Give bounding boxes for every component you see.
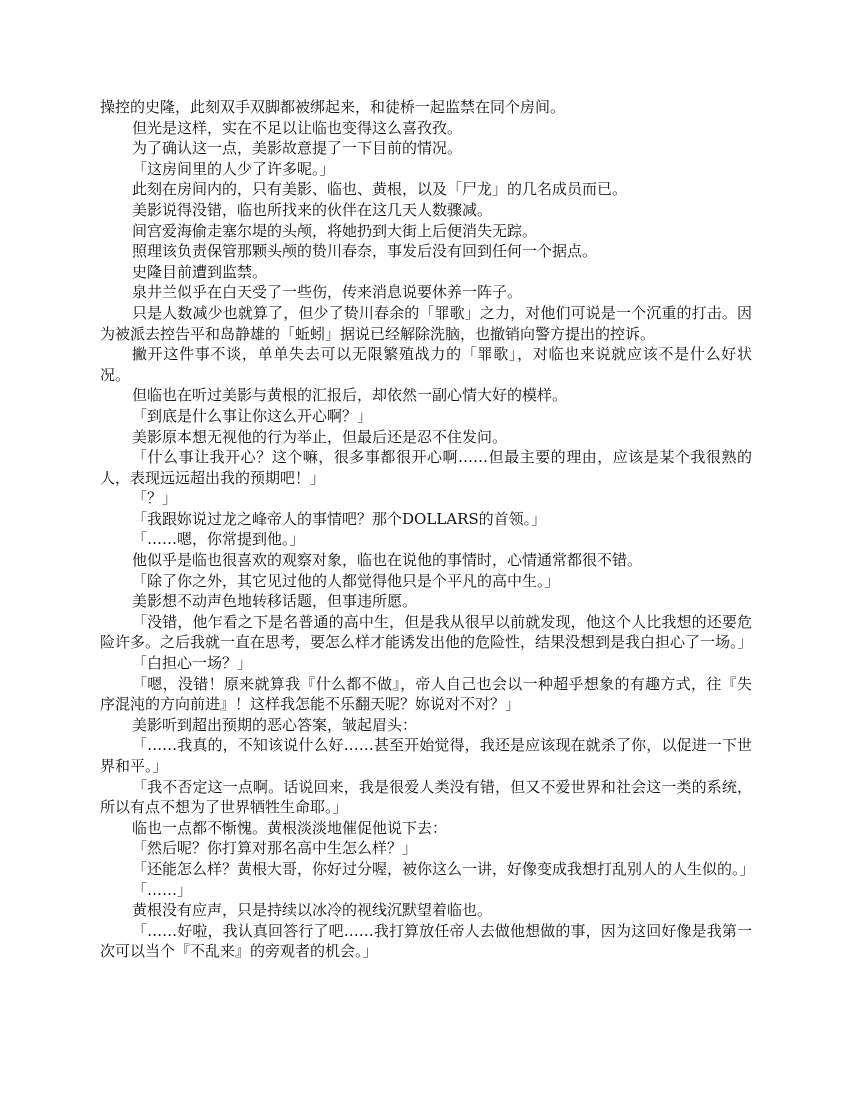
paragraph: 泉井兰似乎在白天受了一些伤，传来消息说要休养一阵子。 (132, 283, 523, 302)
paragraph: 「我跟妳说过龙之峰帝人的事情吧？那个DOLLARS的首领。」 (132, 509, 547, 528)
paragraph: 「除了你之外，其它见过他的人都觉得他只是个平凡的高中生。」 (132, 571, 560, 590)
paragraph: 「白担心一场？」 (132, 654, 253, 673)
paragraph: 「……好啦，我认真回答行了吧……我打算放任帝人去做他想做的事，因为这回好像是我第一次可以当个『不乱来』的旁观者的机会。」 (100, 921, 752, 961)
paragraph: 操控的史隆，此刻双手双脚都被绑起来，和徒桥一起监禁在同个房间。 (100, 98, 566, 116)
paragraph: 「……」 (132, 880, 193, 899)
paragraph: 「……嗯，你常提到他。」 (132, 530, 305, 549)
paragraph: 黄根没有应声，只是持续以冰冷的视线沉默望着临也。 (132, 901, 493, 920)
paragraph: 「没错，他乍看之下是名普通的高中生，但是我从很早以前就发现，他这个人比我想的还要危险许多。之后我就一直在思考，要怎么样才能诱发出他的危险性，结果没想到是我白担心了一场。」 (100, 612, 753, 652)
document-page (100, 97, 755, 962)
paragraph: 「嗯，没错！原来就算我『什么都不做』，帝人自己也会以一种超乎想象的有趣方式，往『失序混沌的方向前进』！这样我怎能不乐翻天呢？妳说对不对？」 (100, 674, 752, 714)
paragraph: 他似乎是临也很喜欢的观察对象，临也在说他的事情时，心情通常都很不错。 (132, 551, 643, 570)
paragraph: 照理该负责保管那颗头颅的贽川春奈，事发后没有回到任何一个据点。 (132, 242, 598, 261)
paragraph: 只是人数减少也就算了，但少了贽川春余的「罪歌」之力，对他们可说是一个沉重的打击。因为被派去控告平和岛静雄的「蚯蚓」据说已经解除洗脑，也撤销向警方提出的控诉。 (100, 303, 752, 343)
paragraph: 此刻在房间内的，只有美影、临也、黄根，以及「尸龙」的几名成员而已。 (132, 180, 628, 199)
paragraph: 「还能怎么样？黄根大哥，你好过分喔，被你这么一讲，好像变成我想打乱别人的人生似的。」 (132, 859, 755, 878)
paragraph: 「然后呢？你打算对那名高中生怎么样？」 (132, 839, 418, 858)
paragraph: 美影听到超出预期的恶心答案，皱起眉头： (132, 715, 418, 734)
paragraph: 但临也在听过美影与黄根的汇报后，却依然一副心情大好的模样。 (132, 386, 568, 405)
paragraph: 为了确认这一点，美影故意提了一下目前的情况。 (132, 139, 463, 158)
paragraph: 「这房间里的人少了许多呢。」 (132, 159, 335, 178)
paragraph: 美影说得没错，临也所找来的伙伴在这几天人数骤减。 (132, 200, 493, 219)
paragraph: 「？」 (132, 489, 178, 508)
paragraph: 史隆目前遭到监禁。 (132, 262, 268, 281)
paragraph: 撇开这件事不谈，单单失去可以无限繁殖战力的「罪歌」，对临也来说就应该不是什么好状况。 (100, 345, 752, 384)
paragraph: 「……我真的，不知该说什么好……甚至开始觉得，我还是应该现在就杀了你，以促进一下世界和平。」 (100, 736, 752, 775)
paragraph: 但光是这样，实在不足以让临也变得这么喜孜孜。 (132, 118, 463, 137)
paragraph: 间宫爱海偷走塞尔堤的头颅，将她扔到大街上后便消失无踪。 (132, 221, 538, 240)
paragraph: 「我不否定这一点啊。话说回来，我是很爱人类没有错，但又不爱世界和社会这一类的系统，所以有点不想为了世界牺牲生命耶。」 (100, 777, 752, 817)
paragraph: 美影原本想无视他的行为举止，但最后还是忍不住发问。 (132, 427, 508, 446)
paragraph: 「什么事让我开心？这个嘛，很多事都很开心啊……但最主要的理由，应该是某个我很熟的人，表现远远超出我的预期吧！」 (100, 448, 752, 487)
paragraph: 临也一点都不惭愧。黄根淡淡地催促他说下去： (132, 818, 448, 837)
paragraph: 美影想不动声色地转移话题，但事违所愿。 (132, 592, 418, 611)
paragraph: 「到底是什么事让你这么开心啊？」 (132, 406, 373, 425)
